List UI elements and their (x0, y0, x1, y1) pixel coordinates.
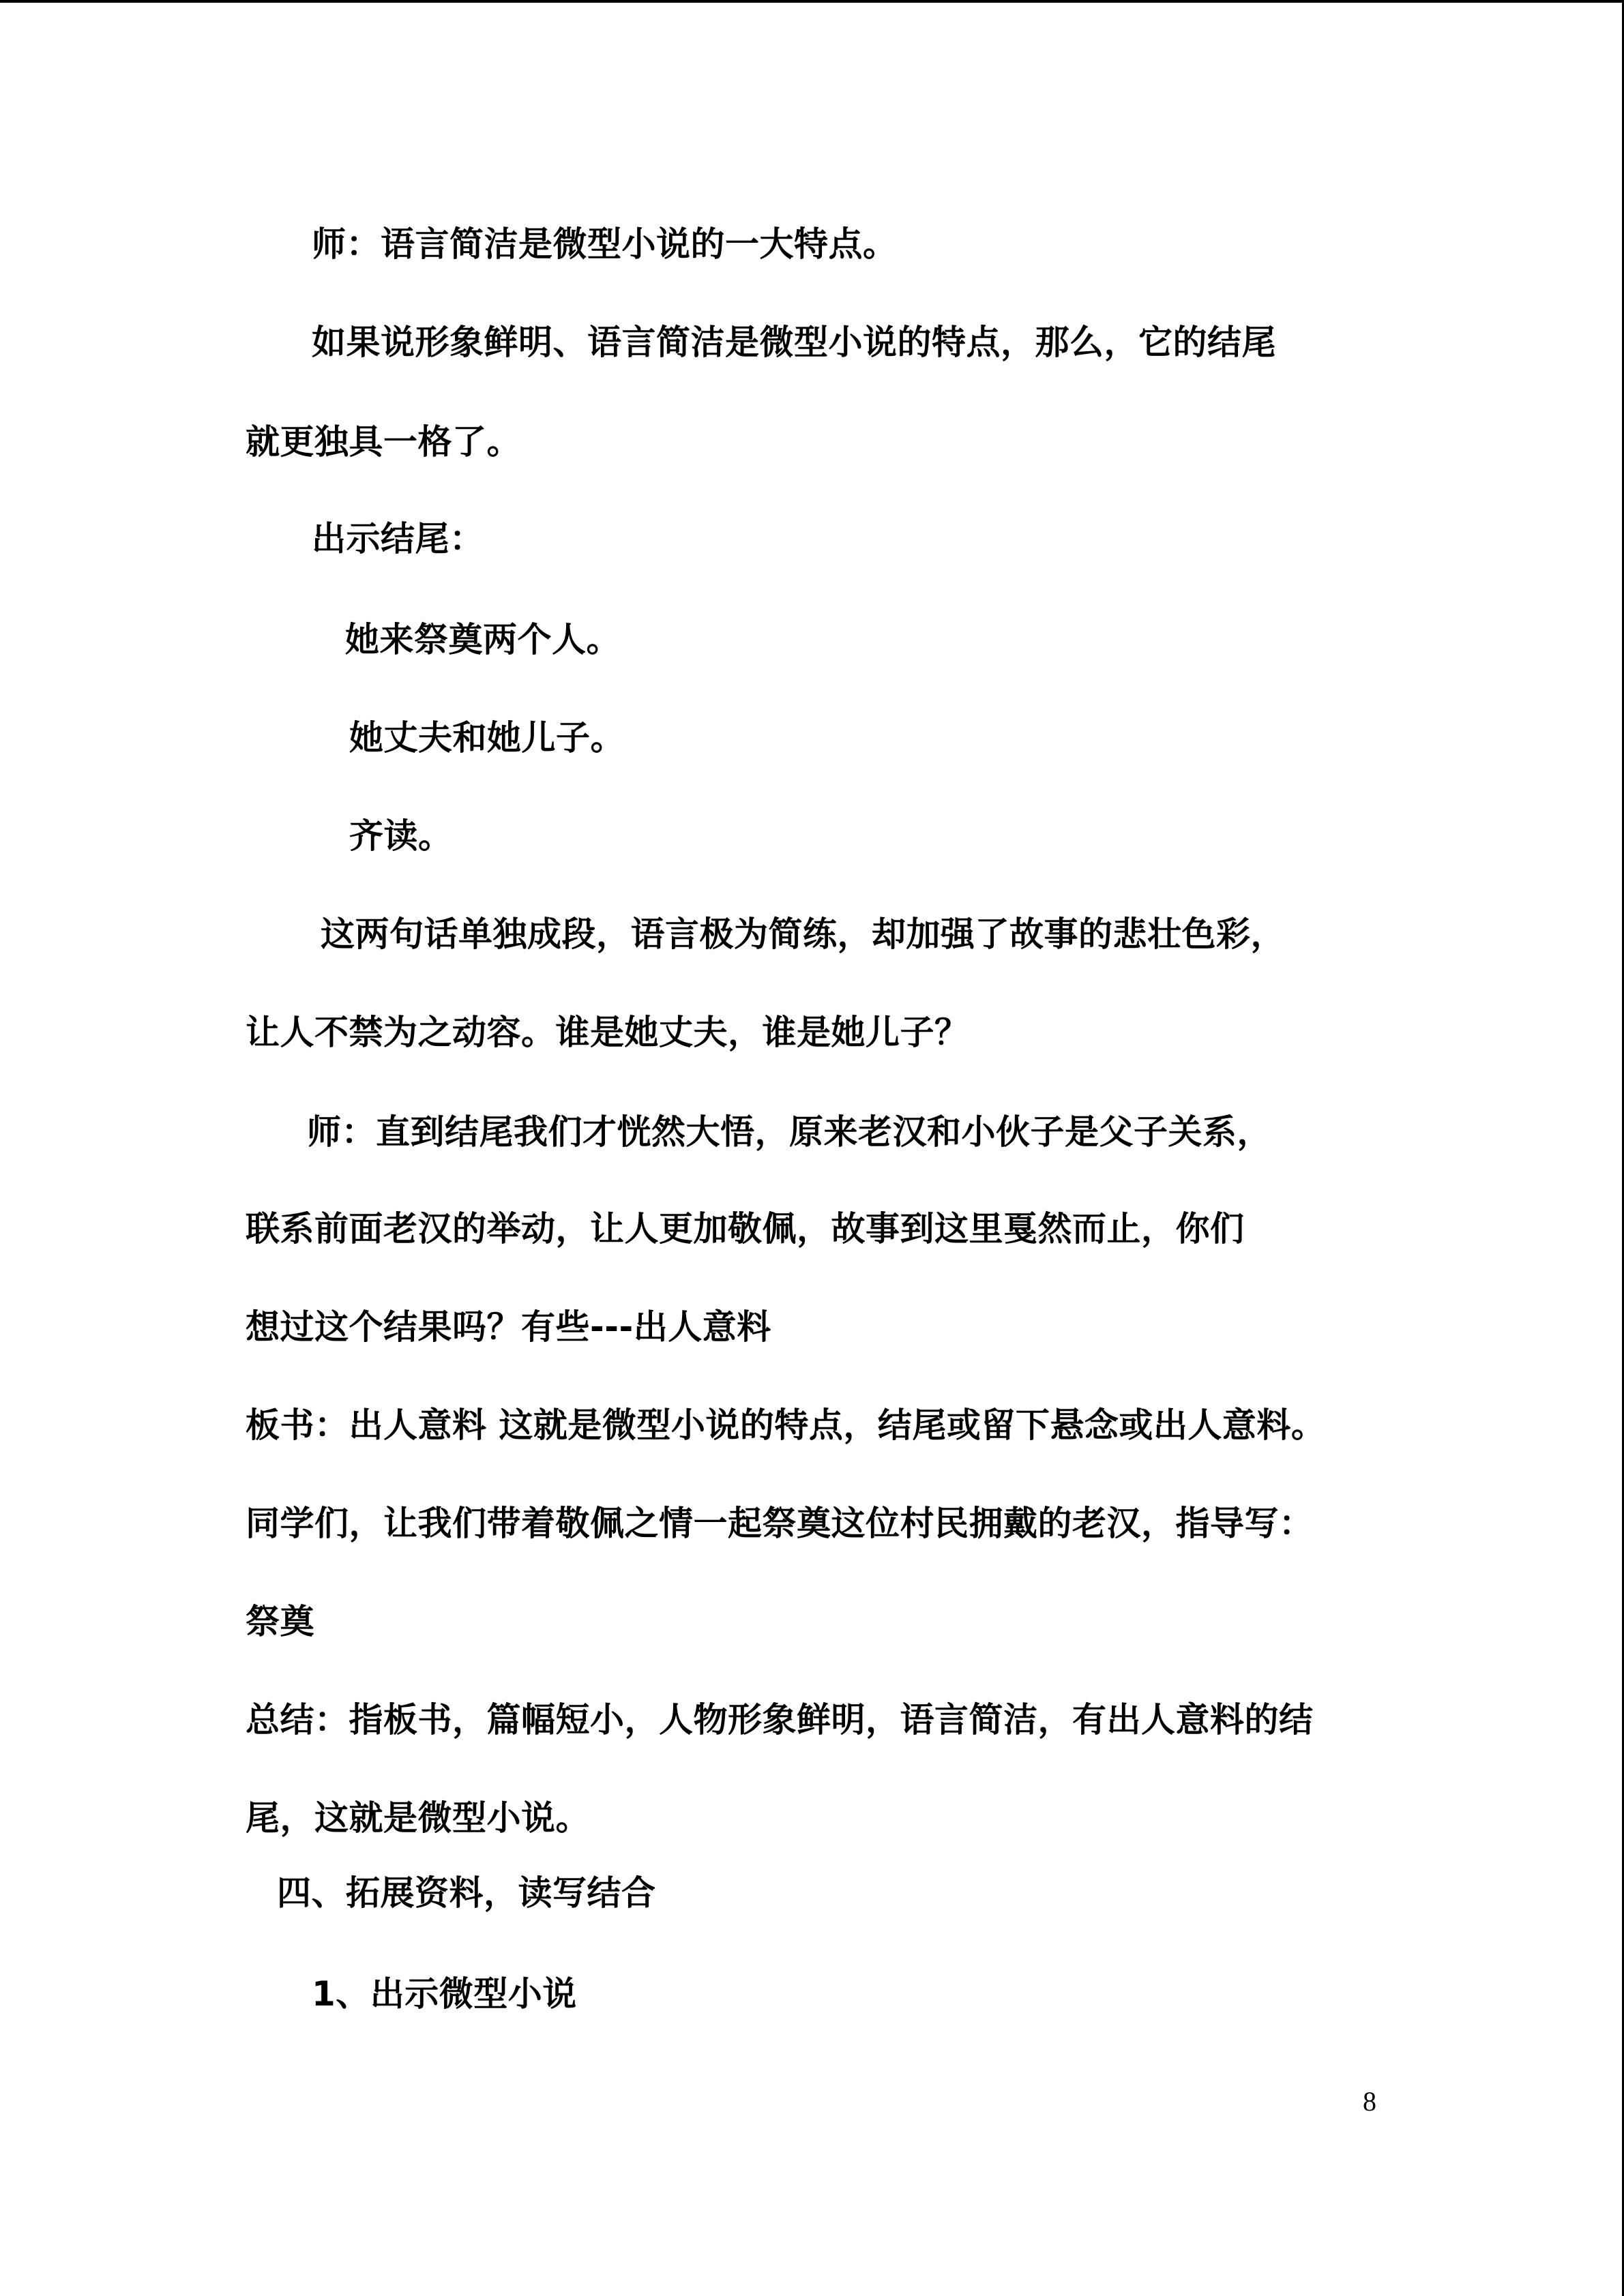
text-line: 她来祭奠两个人。 (345, 620, 621, 659)
text-line: 板书：出人意料 这就是微型小说的特点，结尾或留下悬念或出人意料。 (246, 1405, 1326, 1445)
text-line: 她丈夫和她儿子。 (349, 718, 625, 758)
text-line: 尾，这就是微型小说。 (246, 1798, 590, 1838)
text-line: 就更独具一格了。 (246, 422, 521, 462)
text-line: 总结：指板书，篇幅短小，人物形象鲜明，语言简洁，有出人意料的结 (246, 1700, 1314, 1740)
page-top-border (0, 0, 1624, 3)
text-line: 联系前面老汉的举动，让人更加敬佩，故事到这里戛然而止，你们 (246, 1209, 1245, 1249)
section-heading: 四、拓展资料，读写结合 (277, 1873, 656, 1913)
text-line: 1、出示微型小说 (312, 1974, 577, 2014)
text-line: 齐读。 (349, 816, 453, 856)
text-line: 同学们，让我们带着敬佩之情一起祭奠这位村民拥戴的老汉，指导写： (246, 1504, 1314, 1543)
text-line: 祭奠 (246, 1602, 314, 1641)
text-line: 师：直到结尾我们才恍然大悟，原来老汉和小伙子是父子关系， (307, 1112, 1271, 1152)
page-number: 8 (1363, 2086, 1376, 2117)
text-line: 师：语言简洁是微型小说的一大特点。 (312, 224, 898, 264)
text-line: 如果说形象鲜明、语言简洁是微型小说的特点，那么，它的结尾 (312, 323, 1276, 362)
text-line: 想过这个结果吗？有些---出人意料 (246, 1307, 771, 1347)
text-line: 这两句话单独成段，语言极为简练，却加强了故事的悲壮色彩， (321, 914, 1285, 954)
text-line: 让人不禁为之动容。谁是她丈夫，谁是她儿子？ (246, 1013, 969, 1052)
text-line: 出示结尾： (312, 519, 484, 558)
